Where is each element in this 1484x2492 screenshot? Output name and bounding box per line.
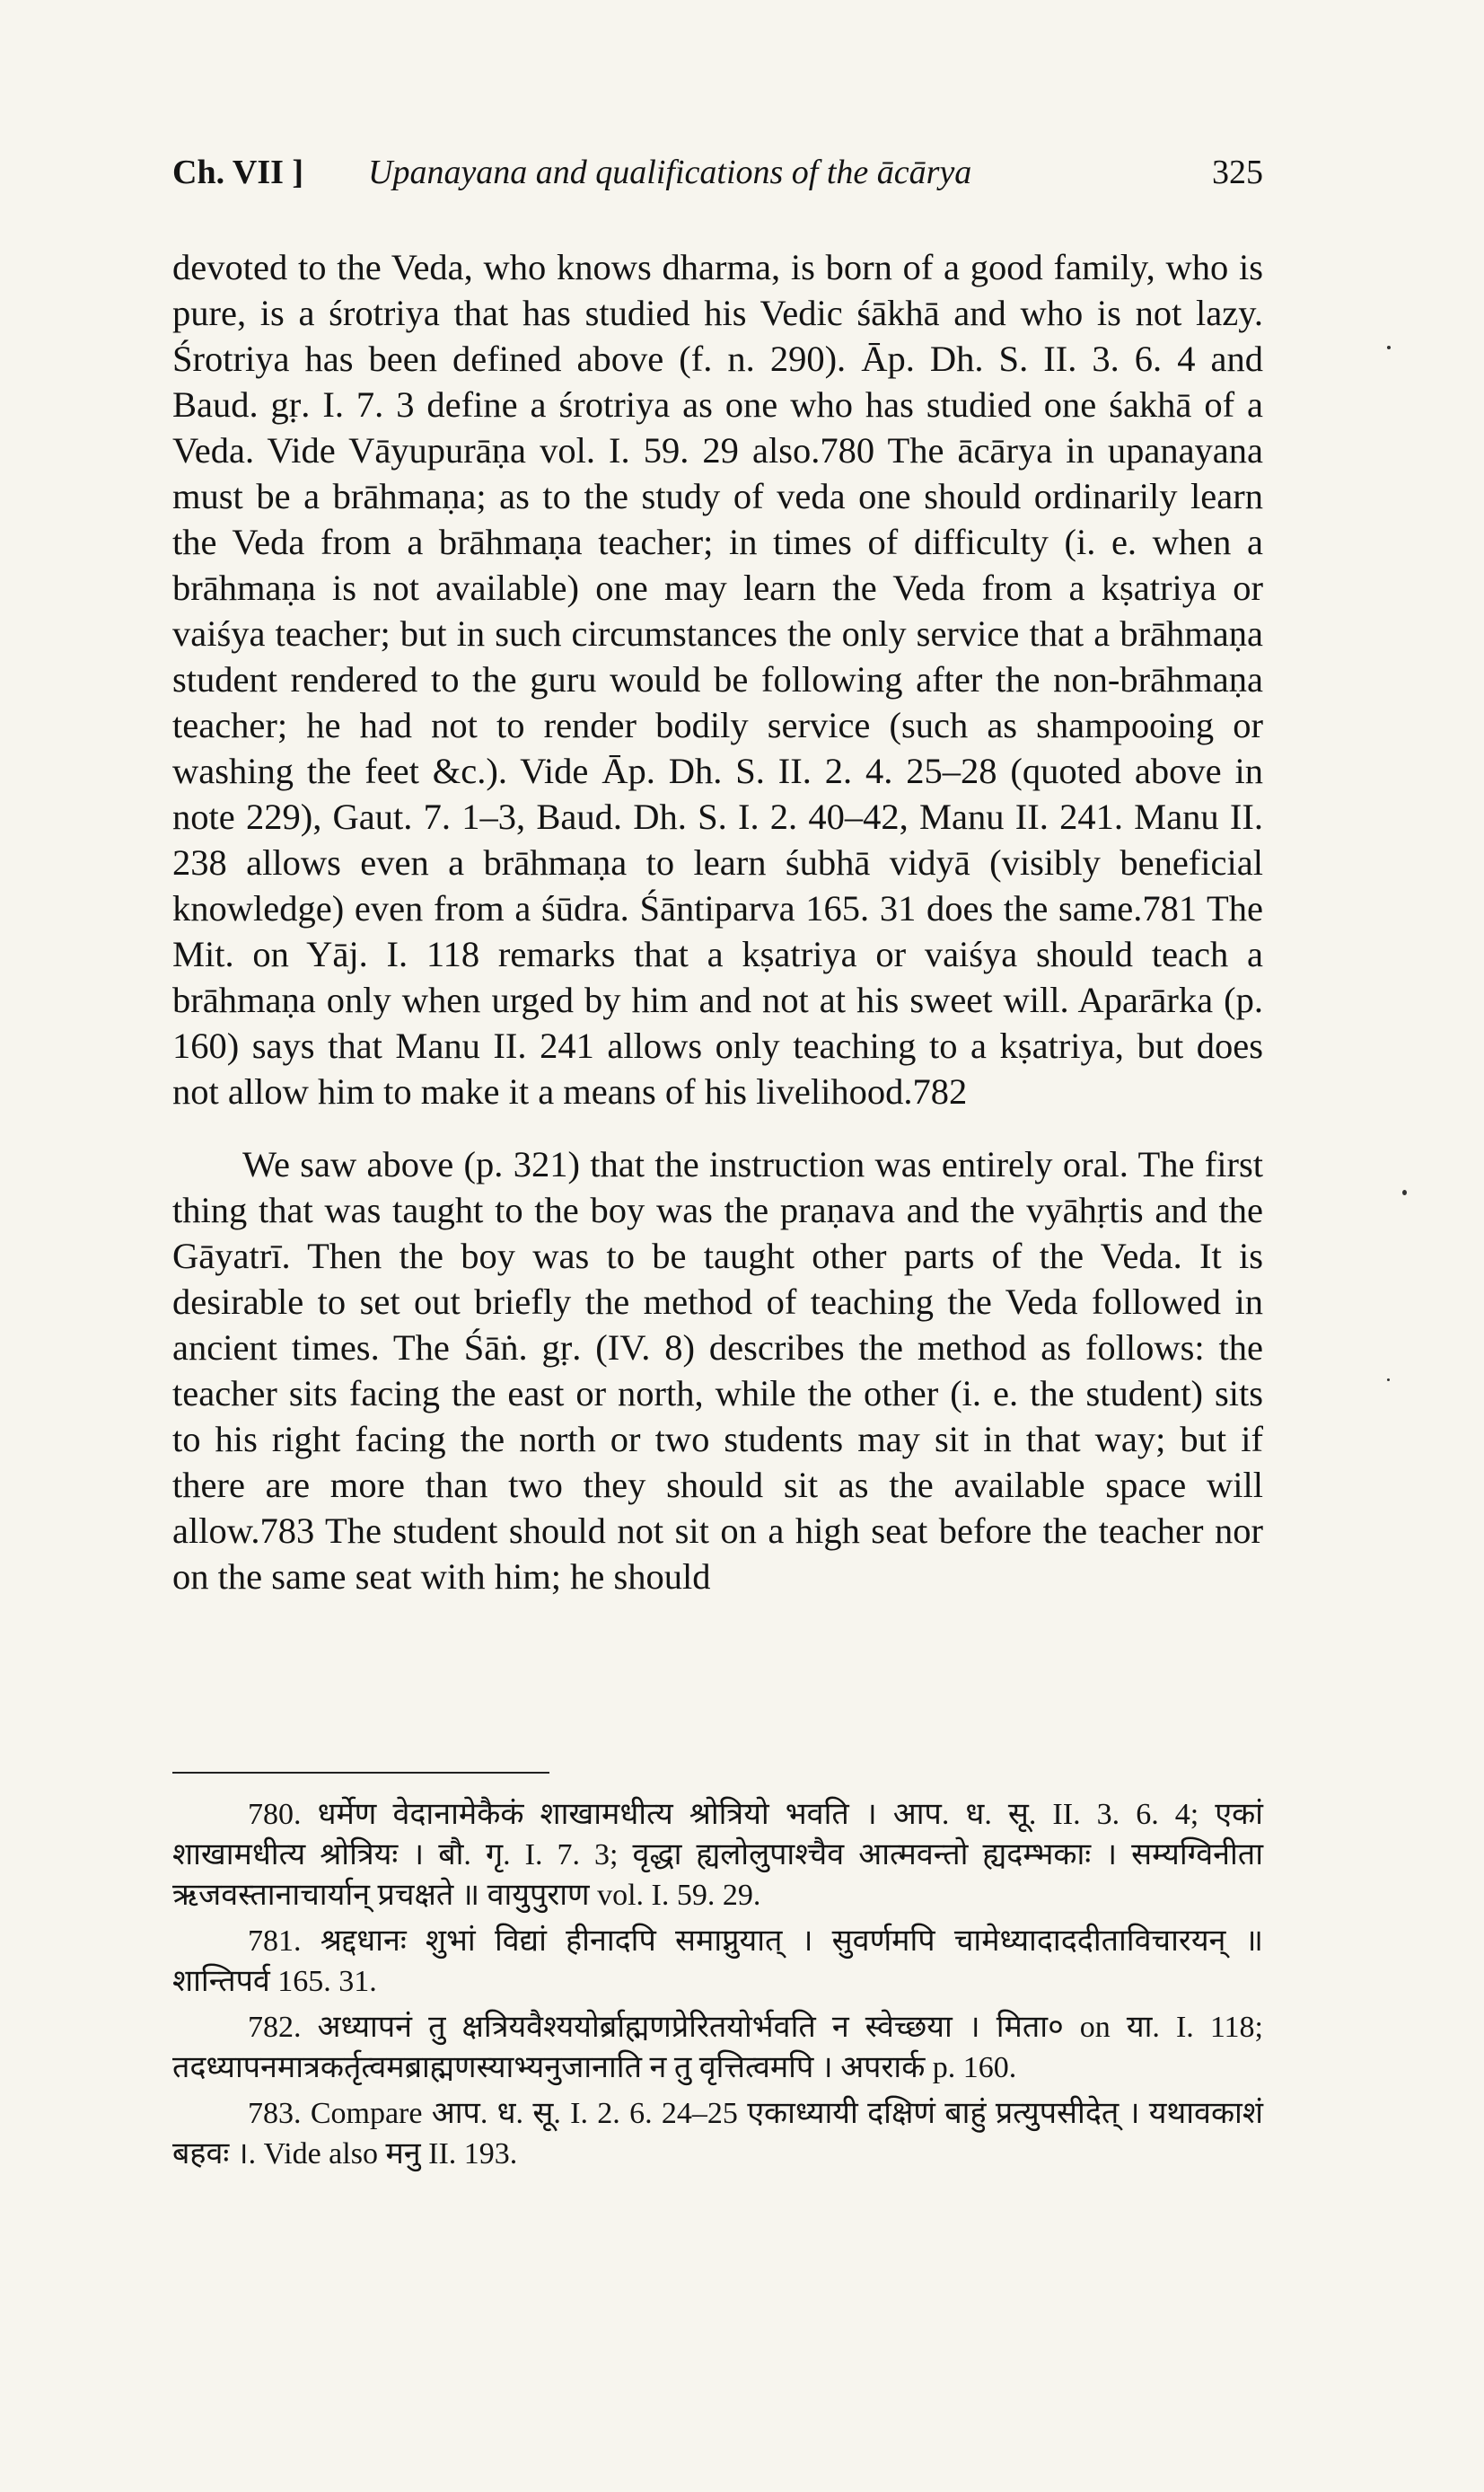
paragraph-1: devoted to the Veda, who knows dharma, is born of a good family, who is pure, is a śrotriya that has studied his Vedic śākhā and who is not lazy. Śrotriya has been defined above (f. n. 290). Āp. Dh. S. II. 3. 6. 4 and Baud. gṛ. I. 7. 3 define a śrotriya as one who has studied one śakhā of a Veda. Vide Vāyupurāṇa vol. I. 59. 29 also.780 The ācārya in upanayana must be a brāhmaṇa; as to the study of veda one should ordinarily learn the Veda from a brāhmaṇa teacher; in times of difficulty (i. e. when a brāhmaṇa is not available) one may learn the Veda from a kṣatriya or vaiśya teacher; but in such circumstances the only service that a brāhmaṇa student rendered to the guru would be following after the non-brāhmaṇa teacher; he had not to render bodily service (such as shampooing or washing the feet &c.). Vide Āp. Dh. S. II. 2. 4. 25–28 (quoted above in note 229), Gaut. 7. 1–3, Baud. Dh. S. I. 2. 40–42, Manu II. 241. Manu II. 238 allows even a brāhmaṇa to learn śubhā vidyā (visibly beneficial knowledge) even from a śūdra. Śāntiparva 165. 31 does the same.781 The Mit. on Yāj. I. 118 remarks that a kṣatriya or vaiśya should teach a brāhmaṇa only when urged by him and not at his sweet will. Aparārka (p. 160) says that Manu II. 241 allows only teaching to a kṣatriya, but does not allow him to make it a means of his livelihood.782 xyxy=(172,247,1263,1112)
footnote-780: 780. धर्मेण वेदानामेकैकं शाखामधीत्य श्रोत्रियो भवति । आप. ध. सू. II. 3. 6. 4; एकां शाखामधीत्य श्रोत्रियः । बौ. गृ. I. 7. 3; वृद्धा ह्यलोलुपाश्चैव आत्मवन्तो ह्यदम्भकाः । सम्यग्विनीता ऋजवस्तानाचार्यान् प्रचक्षते ॥ वायुपुराण vol. I. 59. 29. xyxy=(172,1798,1263,1912)
paragraph-2: We saw above (p. 321) that the instruction was entirely oral. The first thing that was taught to the boy was the praṇava and the vyāhṛtis and the Gāyatrī. Then the boy was to be taught other parts of the Veda. It is desirable to set out briefly the method of teaching the Veda followed in ancient times. The Śāṅ. gṛ. (IV. 8) describes the method as follows: the teacher sits facing the east or north, while the other (i. e. the student) sits to his right facing the north or two students may sit in that way; but if there are more than two they should sit as the available space will allow.783 The student should not sit on a high seat before the teacher nor on the same seat with him; he should xyxy=(172,1144,1263,1597)
running-header xyxy=(172,153,1263,207)
footnote-separator xyxy=(172,1772,549,1774)
scan-speck xyxy=(1402,1190,1407,1195)
scan-speck xyxy=(1387,1378,1390,1381)
footnote-783: 783. Compare आप. ध. सू. I. 2. 6. 24–25 एकाध्यायी दक्षिणं बाहुं प्रत्युपसीदेत् । यथावकाशं बहवः ।. Vide also मनु II. 193. xyxy=(172,2097,1263,2171)
footnotes xyxy=(172,1794,1263,2179)
footnote-781: 781. श्रद्दधानः शुभां विद्यां हीनादपि समाप्नुयात् । सुवर्णमपि चामेध्यादाददीताविचारयन् ॥ शान्तिपर्व 165. 31. xyxy=(172,1924,1263,1998)
running-title: Upanayana and qualifications of the ācārya xyxy=(368,154,972,191)
footnote-782: 782. अध्यापनं तु क्षत्रियवैश्ययोर्ब्राह्मणप्रेरितयोर्भवति न स्वेच्छया । मिता० on या. I. 118; तदध्यापनमात्रकर्तृत्वमब्राह्मणस्याभ्यनुजानाति न तु वृत्तित्वमपि । अपरार्क p. 160. xyxy=(172,2011,1263,2084)
scan-speck xyxy=(1387,346,1391,349)
chapter-label: Ch. VII ] xyxy=(172,154,304,191)
page-number: 325 xyxy=(1212,154,1263,191)
main-text xyxy=(172,244,1263,1599)
